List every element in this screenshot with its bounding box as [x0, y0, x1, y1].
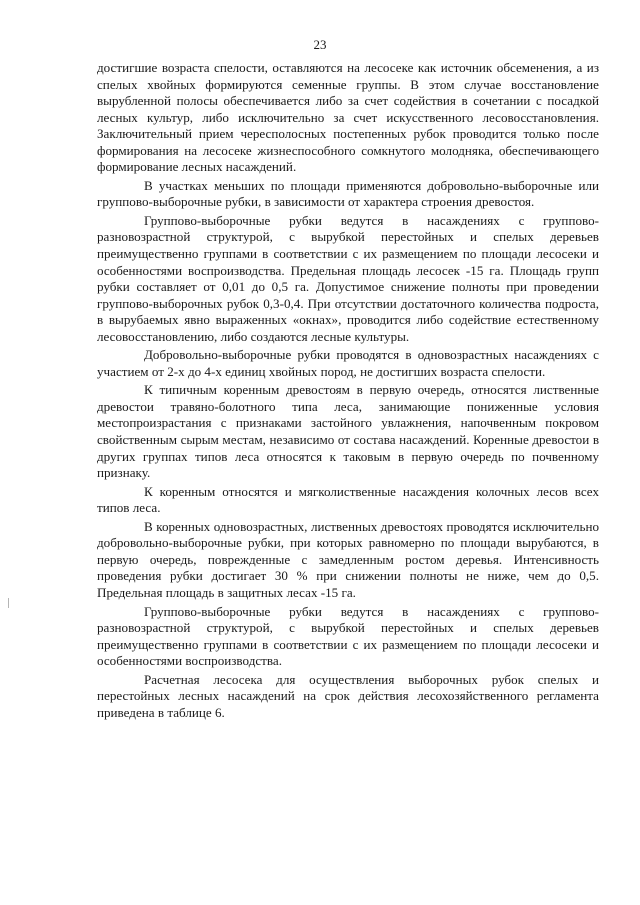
paragraph-3: Группово-выборочные рубки ведутся в насаждениях с группово-разновозрастной структурой, с вырубкой перестойных и спелых деревьев преимущественно группами в соответствии с их размещением по площади лесосеки и особенностями воспроизводства. Предельная площадь лесосек -15 га. Площадь групп рубки составляет от 0,01 до 0,5 га. Допустимое снижение полноты при проведении группово-выборочных рубок 0,3-0,4. При отсутствии достаточного количества подроста, в вырубаемых явно выраженных «окнах», проводится либо содействие естественному лесовосстановлению, либо создаются лесные культуры.: [97, 212, 599, 344]
paragraph-4: Добровольно-выборочные рубки проводятся в одновозрастных насаждениях с участием от 2-х до 4-х единиц хвойных пород, не достигших возраста спелости.: [97, 347, 599, 379]
paragraph-1: достигшие возраста спелости, оставляются на лесосеке как источник обсеменения, а из спелых хвойных формируются семенные группы. В этом случае восстановление вырубленной полосы обеспечивается либо за счет содействия в сочетании с посадкой лесных культур, либо исключительно за счет искусственного лесовосстановления. Заключительный прием чересполосных постепенных рубок проводится только после формирования на лесосеке жизнеспособного сомкнутого молодняка, обеспечивающего формирование лесных насаждений.: [97, 60, 599, 175]
paragraph-8: Группово-выборочные рубки ведутся в насаждениях с группово-разновозрастной структурой, с вырубкой перестойных и спелых деревьев преимущественно группами в соответствии с их размещением по площади лесосеки и особенностями воспроизводства.: [97, 603, 599, 669]
paragraph-7: В коренных одновозрастных, лиственных древостоях проводятся исключительно добровольно-выборочные рубки, при которых равномерно по площади вырубаются, в первую очередь, поврежденные с замедленным ростом деревья. Интенсивность проведения рубки достигает 30 % при снижении полноты не ниже, чем до 0,5. Предельная площадь в защитных лесах -15 га.: [97, 518, 599, 600]
page-number: 23: [313, 37, 327, 52]
scan-margin-mark: [8, 598, 11, 608]
paragraph-2: В участках меньших по площади применяются добровольно-выборочные или группово-выборочные рубки, в зависимости от характера строения древостоя.: [97, 177, 599, 210]
paragraph-9: Расчетная лесосека для осуществления выборочных рубок спелых и перестойных лесных насаждений на срок действия лесохозяйственного регламента приведена в таблице 6.: [97, 671, 599, 720]
paragraph-5: К типичным коренным древостоям в первую очередь, относятся лиственные древостои травяно-болотного типа леса, занимающие пониженные условия местопроизрастания с признаками застойного увлажнения, напочвенным покровом свойственным сырым местам, независимо от состава насаждений. Коренные древостои в других группах типов леса относятся к таковым в первую очередь по почвенному признаку.: [97, 382, 599, 481]
paragraph-6: К коренным относятся и мягколиственные насаждения колочных лесов всех типов леса.: [97, 483, 599, 516]
page-body: [97, 60, 599, 723]
